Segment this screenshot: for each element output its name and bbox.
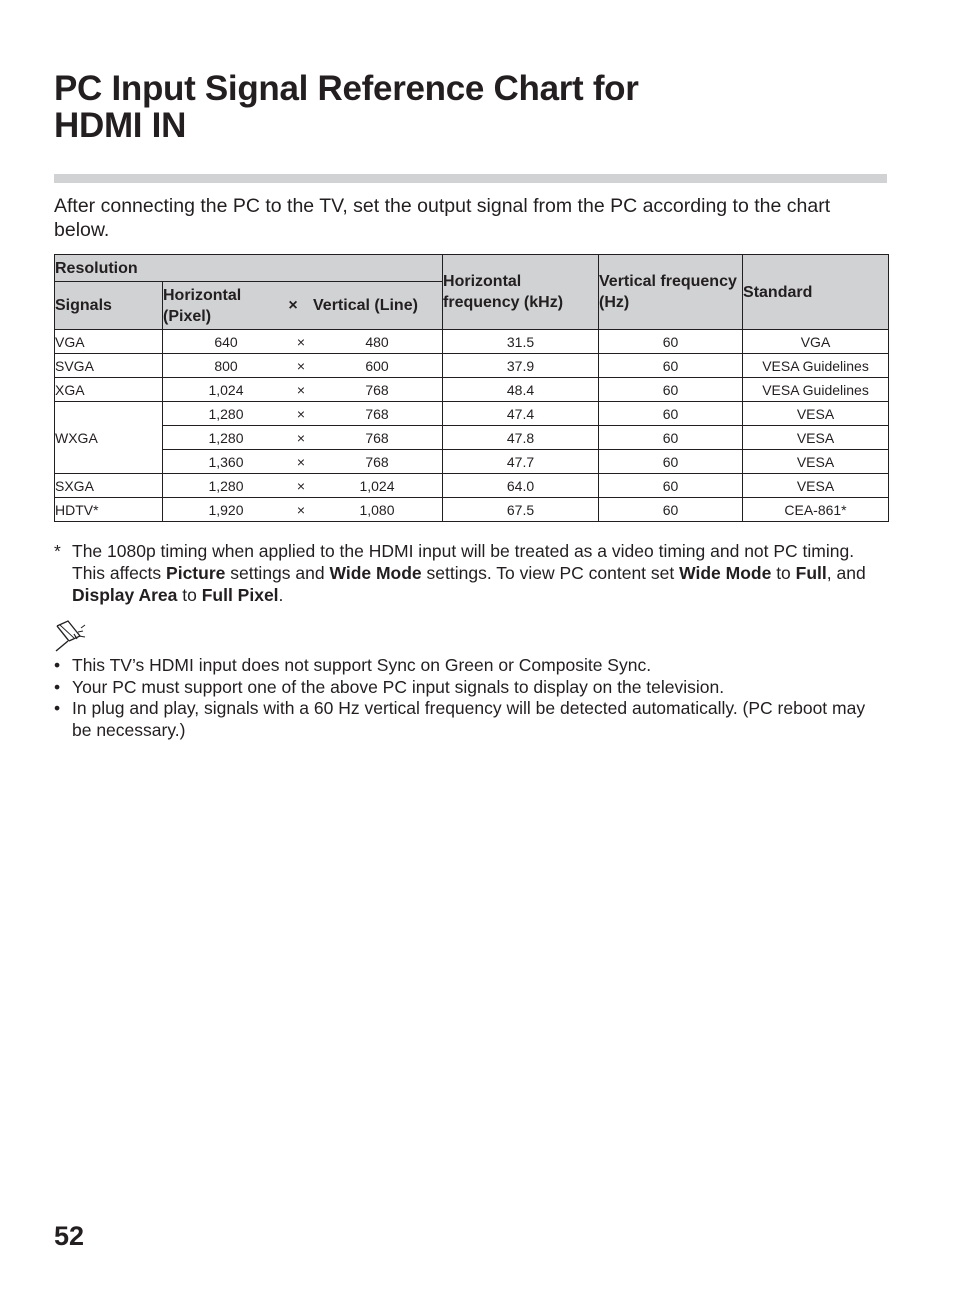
- cell-horizontal-frequency: 31.5: [443, 330, 599, 354]
- footnote-text-1: The 1080p timing when applied to the HDMI input will be treated as a video timing and not PC timing. This affects: [72, 541, 855, 583]
- cell-standard: VESA: [743, 450, 889, 474]
- cell-resolution: [163, 354, 443, 378]
- footnote-text-2: settings and: [225, 563, 330, 583]
- cell-horizontal-frequency: 67.5: [443, 498, 599, 522]
- cell-resolution: [163, 402, 443, 426]
- cell-horizontal-frequency: 64.0: [443, 474, 599, 498]
- header-standard: Standard: [743, 255, 889, 330]
- cell-vertical: 768: [365, 453, 389, 470]
- table-row: [55, 378, 889, 402]
- cell-vertical: 600: [365, 357, 389, 374]
- cell-signal: HDTV*: [55, 498, 163, 522]
- cell-vertical-frequency: 60: [599, 402, 743, 426]
- header-signals: Signals: [55, 282, 163, 330]
- footnote-bold-full-pixel: Full Pixel: [201, 585, 279, 605]
- cell-vertical-frequency: 60: [599, 354, 743, 378]
- cell-vertical-frequency: 60: [599, 450, 743, 474]
- cell-vertical: 1,024: [359, 477, 395, 494]
- footnote-bold-full: Full: [795, 563, 827, 583]
- cell-horizontal: 1,280: [208, 477, 244, 494]
- cell-times: ×: [296, 453, 306, 470]
- cell-standard: VESA: [743, 402, 889, 426]
- cell-horizontal: 1,360: [208, 453, 244, 470]
- cell-horizontal: 1,024: [208, 381, 244, 398]
- cell-signal: WXGA: [55, 402, 163, 474]
- cell-horizontal: 1,920: [208, 501, 244, 518]
- cell-horizontal: 800: [214, 357, 238, 374]
- cell-horizontal-frequency: 47.7: [443, 450, 599, 474]
- footnote-text-7: .: [278, 585, 284, 605]
- cell-vertical-frequency: 60: [599, 498, 743, 522]
- footnote-bold-wide-mode: Wide Mode: [329, 563, 422, 583]
- list-item-text: In plug and play, signals with a 60 Hz vertical frequency will be detected automatically. (PC reboot may be necessary.): [72, 698, 866, 740]
- cell-horizontal-frequency: 37.9: [443, 354, 599, 378]
- cell-vertical-frequency: 60: [599, 426, 743, 450]
- header-resolution: Resolution: [55, 255, 443, 282]
- table-row: [55, 450, 889, 474]
- cell-times: ×: [296, 405, 306, 422]
- cell-vertical: 768: [365, 381, 389, 398]
- cell-resolution: [163, 426, 443, 450]
- list-item: [54, 698, 887, 741]
- list-item-text: This TV’s HDMI input does not support Sync on Green or Composite Sync.: [72, 655, 652, 675]
- cell-horizontal: 640: [214, 333, 238, 350]
- header-horizontal: Horizontal (Pixel): [163, 286, 242, 325]
- page-number: 52: [54, 1221, 85, 1251]
- cell-horizontal: 1,280: [208, 405, 244, 422]
- header-times: ×: [288, 297, 298, 314]
- cell-times: ×: [296, 357, 306, 374]
- cell-vertical: 768: [365, 405, 389, 422]
- desk-lamp-icon: [54, 618, 90, 652]
- footnote-bold-wide-mode-2: Wide Mode: [679, 563, 772, 583]
- table-row: [55, 354, 889, 378]
- cell-signal: SVGA: [55, 354, 163, 378]
- cell-resolution: [163, 330, 443, 354]
- cell-horizontal: 1,280: [208, 429, 244, 446]
- signal-reference-table: [54, 254, 889, 522]
- header-vertical-frequency: Vertical frequency (Hz): [599, 255, 743, 330]
- cell-horizontal-frequency: 48.4: [443, 378, 599, 402]
- cell-resolution: [163, 450, 443, 474]
- cell-vertical: 480: [365, 333, 389, 350]
- page-title-line-1: PC Input Signal Reference Chart for: [54, 69, 639, 108]
- page-title: [54, 70, 639, 144]
- table-row: [55, 498, 889, 522]
- cell-vertical-frequency: 60: [599, 474, 743, 498]
- bullet-marker: •: [54, 655, 61, 675]
- list-item: [54, 655, 887, 677]
- tips-list: [54, 655, 887, 741]
- cell-horizontal-frequency: 47.8: [443, 426, 599, 450]
- cell-horizontal-frequency: 47.4: [443, 402, 599, 426]
- cell-times: ×: [296, 501, 306, 518]
- table-row: [55, 402, 889, 426]
- cell-times: ×: [296, 429, 306, 446]
- cell-times: ×: [296, 381, 306, 398]
- cell-signal: VGA: [55, 330, 163, 354]
- list-item-text: Your PC must support one of the above PC input signals to display on the television.: [72, 676, 725, 697]
- footnote: [54, 540, 887, 606]
- table-row: [55, 474, 889, 498]
- footnote-text: [72, 540, 887, 606]
- footnote-text-4: to: [771, 563, 796, 583]
- list-item: [54, 677, 887, 699]
- intro-paragraph: After connecting the PC to the TV, set the output signal from the PC according to the chart below.: [54, 195, 831, 241]
- footnote-bold-display-area: Display Area: [72, 585, 178, 605]
- bullet-marker: •: [54, 698, 61, 718]
- cell-standard: VESA: [743, 474, 889, 498]
- cell-resolution: [163, 378, 443, 402]
- footnote-text-3: settings. To view PC content set: [421, 563, 680, 583]
- cell-standard: VESA: [743, 426, 889, 450]
- title-divider: [54, 174, 887, 183]
- cell-standard: VESA Guidelines: [743, 378, 889, 402]
- footnote-text-5: , and: [826, 563, 866, 583]
- cell-standard: CEA-861*: [743, 498, 889, 522]
- table-row: [55, 330, 889, 354]
- footnote-mark: *: [54, 541, 61, 561]
- footnote-bold-picture: Picture: [166, 563, 226, 583]
- header-vertical: Vertical (Line): [313, 297, 418, 314]
- bullet-marker: •: [54, 676, 61, 697]
- cell-vertical: 1,080: [359, 501, 395, 518]
- cell-standard: VGA: [743, 330, 889, 354]
- cell-vertical-frequency: 60: [599, 378, 743, 402]
- footnote-text-6: to: [177, 585, 202, 605]
- cell-signal: XGA: [55, 378, 163, 402]
- cell-times: ×: [296, 477, 306, 494]
- cell-standard: VESA Guidelines: [743, 354, 889, 378]
- cell-signal: SXGA: [55, 474, 163, 498]
- cell-vertical: 768: [365, 429, 389, 446]
- cell-vertical-frequency: 60: [599, 330, 743, 354]
- table-row: [55, 426, 889, 450]
- cell-resolution: [163, 498, 443, 522]
- cell-times: ×: [296, 333, 306, 350]
- header-horizontal-frequency: Horizontal frequency (kHz): [443, 255, 599, 330]
- header-horizontal-vertical: [163, 282, 443, 330]
- page-title-line-2: HDMI IN: [54, 106, 187, 145]
- cell-resolution: [163, 474, 443, 498]
